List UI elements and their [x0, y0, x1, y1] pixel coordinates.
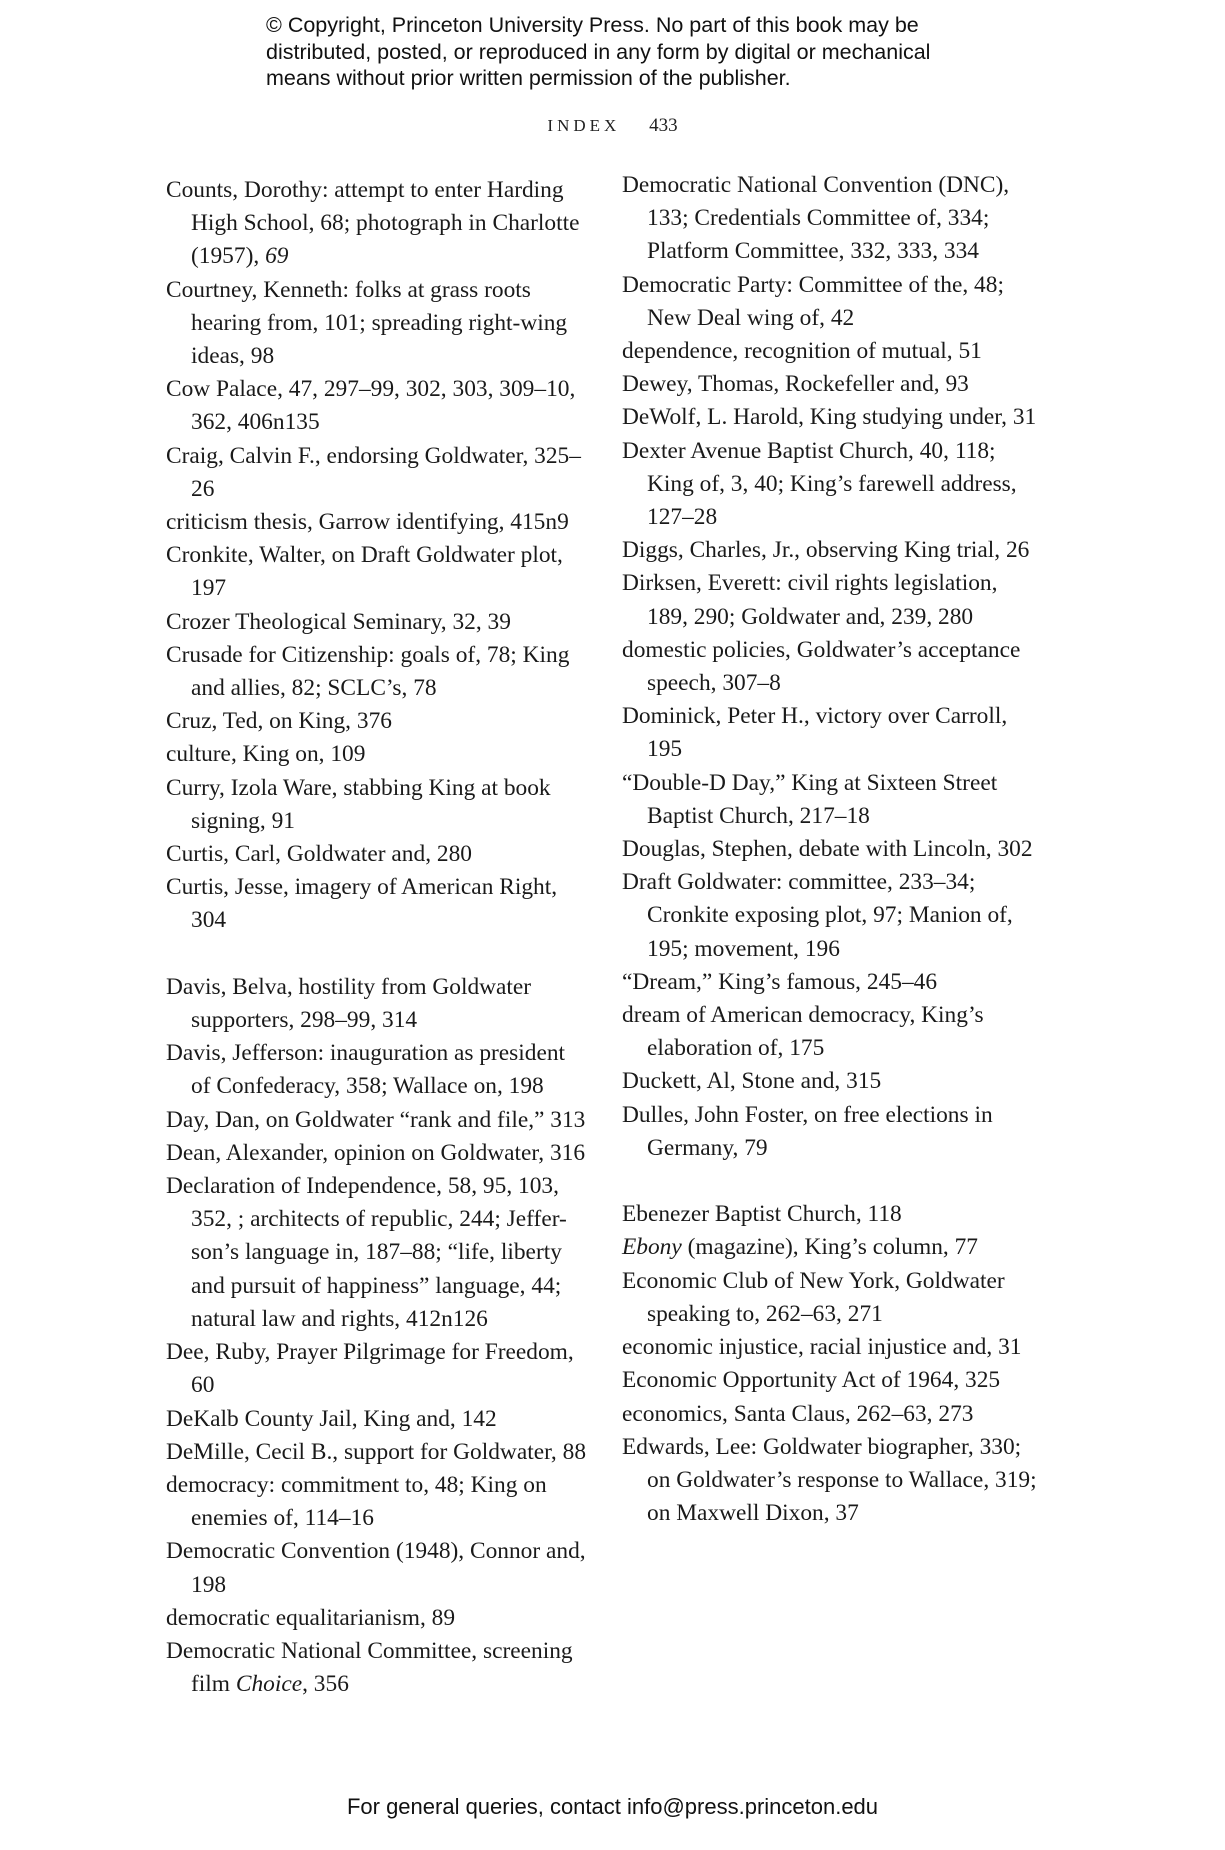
index-entry: Crozer Theological Seminary, 32, 39 — [166, 608, 511, 635]
index-entry: culture, King on, 109 — [166, 741, 366, 768]
index-entry: Davis, Jefferson: inauguration as president of Confederacy, 358; Wallace on, 198 — [166, 1040, 566, 1100]
index-entry: Democratic National Convention (DNC), 133; Credentials Committee of, 334; Platform Committee, 332, 333, 334 — [622, 172, 1010, 265]
index-entry: Crusade for Citizenship: goals of, 78; King and allies, 82; SCLC’s, 78 — [166, 641, 570, 702]
index-entry: economic injustice, racial injustice and, 31 — [622, 1334, 1022, 1361]
italic-page-ref: 69 — [265, 243, 289, 270]
index-entry: criticism thesis, Garrow identifying, 415n9 — [166, 509, 569, 536]
index-entry: Day, Dan, on Goldwater “rank and file,” 313 — [166, 1106, 586, 1133]
index-column-left — [166, 174, 586, 1701]
copyright-notice — [266, 12, 1026, 92]
italic-title: Choice — [235, 1671, 303, 1698]
index-entry: Declaration of Independence, 58, 95, 103, 352, ; architects of republic, 244; Jeffer-son’s language in, 187–88; “life, liberty and pursuit of happiness” language, 44; natural law and rights, 412n126 — [166, 1173, 567, 1332]
copyright-line: © Copyright, Princeton University Press. No part of this book may be — [266, 13, 919, 37]
index-entry: Dewey, Thomas, Rockefeller and, 93 — [622, 371, 969, 398]
footer-contact: For general queries, contact info@press.princeton.edu — [346, 1794, 879, 1819]
index-entry: Curry, Izola Ware, stabbing King at book signing, 91 — [166, 774, 551, 834]
index-entry: Democratic Party: Committee of the, 48; New Deal wing of, 42 — [622, 271, 1004, 331]
index-entry: democracy: commitment to, 48; King on enemies of, 114–16 — [166, 1471, 547, 1532]
index-entry: Courtney, Kenneth: folks at grass roots hearing from, 101; spreading right-wing ideas, 98 — [166, 276, 568, 370]
index-entry: Counts, Dorothy: attempt to enter Harding High School, 68; photograph in Charlotte (1957), 69 — [166, 177, 580, 270]
index-entry: Democratic National Committee, screening film Choice, 356 — [166, 1637, 573, 1698]
index-entry: Dirksen, Everett: civil rights legislation, 189, 290; Goldwater and, 239, 280 — [622, 570, 998, 630]
index-entry: Ebony (magazine), King’s column, 77 — [622, 1234, 978, 1261]
index-entry: Curtis, Carl, Goldwater and, 280 — [166, 841, 472, 868]
index-entry: Economic Opportunity Act of 1964, 325 — [622, 1367, 1001, 1394]
running-head — [0, 115, 1225, 137]
italic-title: Ebony — [622, 1234, 682, 1261]
index-entry: Davis, Belva, hostility from Goldwater supporters, 298–99, 314 — [166, 973, 532, 1034]
index-entry: Curtis, Jesse, imagery of American Right, 304 — [166, 874, 558, 934]
index-entry: Edwards, Lee: Goldwater biographer, 330; on Goldwater’s response to Wallace, 319; on Maxwell Dixon, 37 — [622, 1433, 1037, 1527]
index-entry: Dean, Alexander, opinion on Goldwater, 316 — [166, 1139, 586, 1166]
index-entry: Douglas, Stephen, debate with Lincoln, 302 — [622, 836, 1033, 863]
index-entry: DeMille, Cecil B., support for Goldwater, 88 — [166, 1438, 587, 1465]
index-entry: domestic policies, Goldwater’s acceptance speech, 307–8 — [622, 636, 1021, 697]
index-entry: economics, Santa Claus, 262–63, 273 — [622, 1400, 974, 1427]
running-head-label: INDEX — [547, 116, 621, 135]
index-entry: democratic equalitarianism, 89 — [166, 1604, 456, 1631]
index-entry: Cruz, Ted, on King, 376 — [166, 708, 392, 735]
index-entry: Ebenezer Baptist Church, 118 — [622, 1201, 902, 1228]
index-entry: Economic Club of New York, Goldwater speaking to, 262–63, 271 — [622, 1267, 1005, 1327]
index-entry: Cronkite, Walter, on Draft Goldwater plot, 197 — [166, 542, 563, 602]
letter-gap — [166, 938, 586, 971]
index-entry: Craig, Calvin F., endorsing Goldwater, 325–26 — [166, 442, 581, 502]
index-column-right — [622, 169, 1042, 1530]
index-entry: Duckett, Al, Stone and, 315 — [622, 1068, 882, 1095]
index-entry: DeKalb County Jail, King and, 142 — [166, 1405, 497, 1432]
letter-gap — [622, 1165, 1042, 1198]
index-entry: “Double-D Day,” King at Sixteen Street Baptist Church, 217–18 — [622, 769, 998, 829]
index-entry: Draft Goldwater: committee, 233–34; Cronkite exposing plot, 97; Manion of, 195; movement, 196 — [622, 869, 1013, 962]
index-entry: Democratic Convention (1948), Connor and, 198 — [166, 1538, 586, 1598]
index-entry: “Dream,” King’s famous, 245–46 — [622, 968, 938, 995]
index-entry: Dulles, John Foster, on free elections in Germany, 79 — [622, 1101, 993, 1161]
index-entry: Dexter Avenue Baptist Church, 40, 118; King of, 3, 40; King’s farewell address, 127–28 — [622, 437, 1017, 531]
index-entry: dependence, recognition of mutual, 51 — [622, 338, 982, 365]
copyright-line: distributed, posted, or reproduced in any form by digital or mechanical — [266, 39, 931, 64]
page-number: 433 — [649, 115, 678, 136]
index-entry: Diggs, Charles, Jr., observing King trial, 26 — [622, 537, 1030, 564]
index-entry: dream of American democracy, King’s elaboration of, 175 — [622, 1002, 984, 1062]
index-entry: Dominick, Peter H., victory over Carroll, 195 — [622, 703, 1008, 763]
index-entry: Dee, Ruby, Prayer Pilgrimage for Freedom, 60 — [166, 1339, 574, 1399]
index-entry: DeWolf, L. Harold, King studying under, 31 — [622, 404, 1037, 431]
copyright-line: means without prior written permission of the publisher. — [266, 66, 791, 90]
index-entry: Cow Palace, 47, 297–99, 302, 303, 309–10, 362, 406n135 — [166, 376, 576, 436]
